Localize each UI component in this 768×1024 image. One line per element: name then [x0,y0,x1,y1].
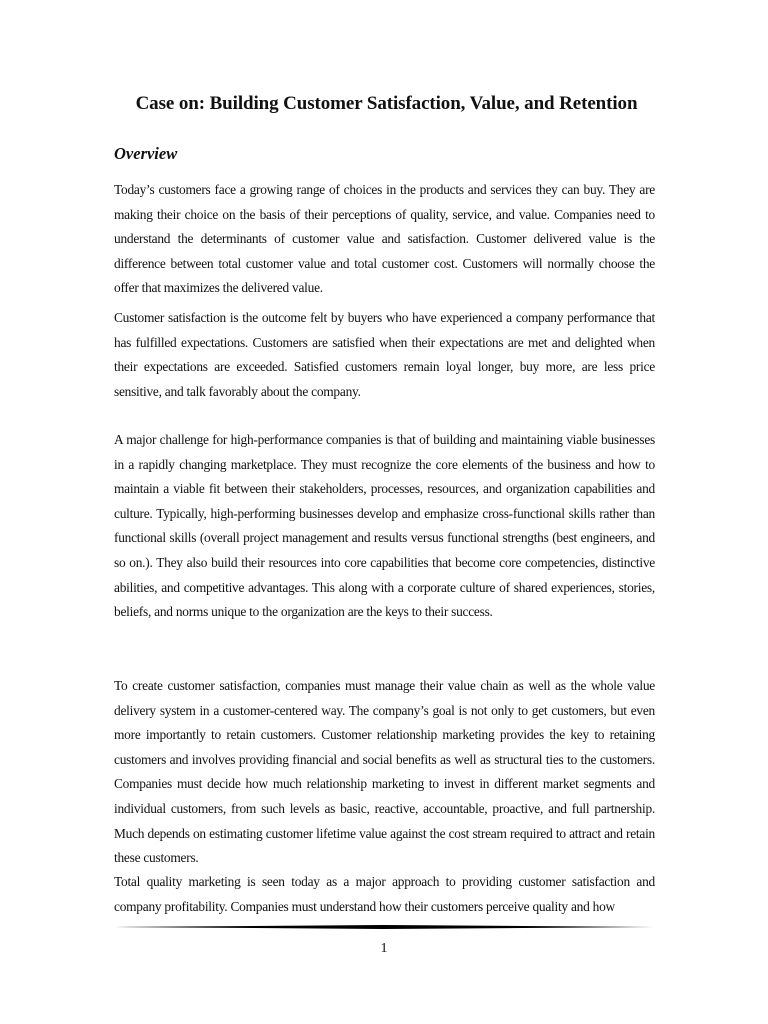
section-heading-overview: Overview [114,144,178,163]
paragraph-4: To create customer satisfaction, companies must manage their value chain as well as the whole value delivery system in a customer-centered way. The company’s goal is not only to get customers, but even more importantly to retain customers. Customer relationship marketing provides the key to retaining customers and involves providing financial and social benefits as well as structural ties to the customers. Companies must decide how much relationship marketing to invest in different market segments and individual customers, from such levels as basic, reactive, accountable, proactive, and full partnership. Much depends on estimating customer lifetime value against the cost stream required to attract and retain these customers. [114,678,655,866]
page-number: 1 [380,941,388,956]
document-title: Case on: Building Customer Satisfaction, Value, and Retention [135,93,638,114]
footer-rule [114,925,655,929]
paragraph-2: Customer satisfaction is the outcome felt by buyers who have experienced a company performance that has fulfilled expectations. Customers are satisfied when their expectations are met and delighted when their expectations are exceeded. Satisfied customers remain loyal longer, buy more, are less price sensitive, and talk favorably about the company. [114,310,655,399]
paragraph-3: A major challenge for high-performance companies is that of building and maintaining viable businesses in a rapidly changing marketplace. They must recognize the core elements of the business and how to maintain a viable fit between their stakeholders, processes, resources, and organization capabilities and culture. Typically, high-performing businesses develop and emphasize cross-functional skills rather than functional skills (overall project management and results versus functional strengths (best engineers, and so on.). They also build their resources into core capabilities that become core competencies, distinctive abilities, and competitive advantages. This along with a corporate culture of shared experiences, stories, beliefs, and norms unique to the organization are the keys to their success. [114,432,655,620]
paragraph-1: Today’s customers face a growing range of choices in the products and services they can buy. They are making their choice on the basis of their perceptions of quality, service, and value. Companies need to understand the determinants of customer value and satisfaction. Customer delivered value is the difference between total customer value and total customer cost. Customers will normally choose the offer that maximizes the delivered value. [114,182,655,296]
paragraph-5: Total quality marketing is seen today as a major approach to providing customer satisfaction and company profitability. Companies must understand how their customers perceive quality and how [114,874,655,914]
